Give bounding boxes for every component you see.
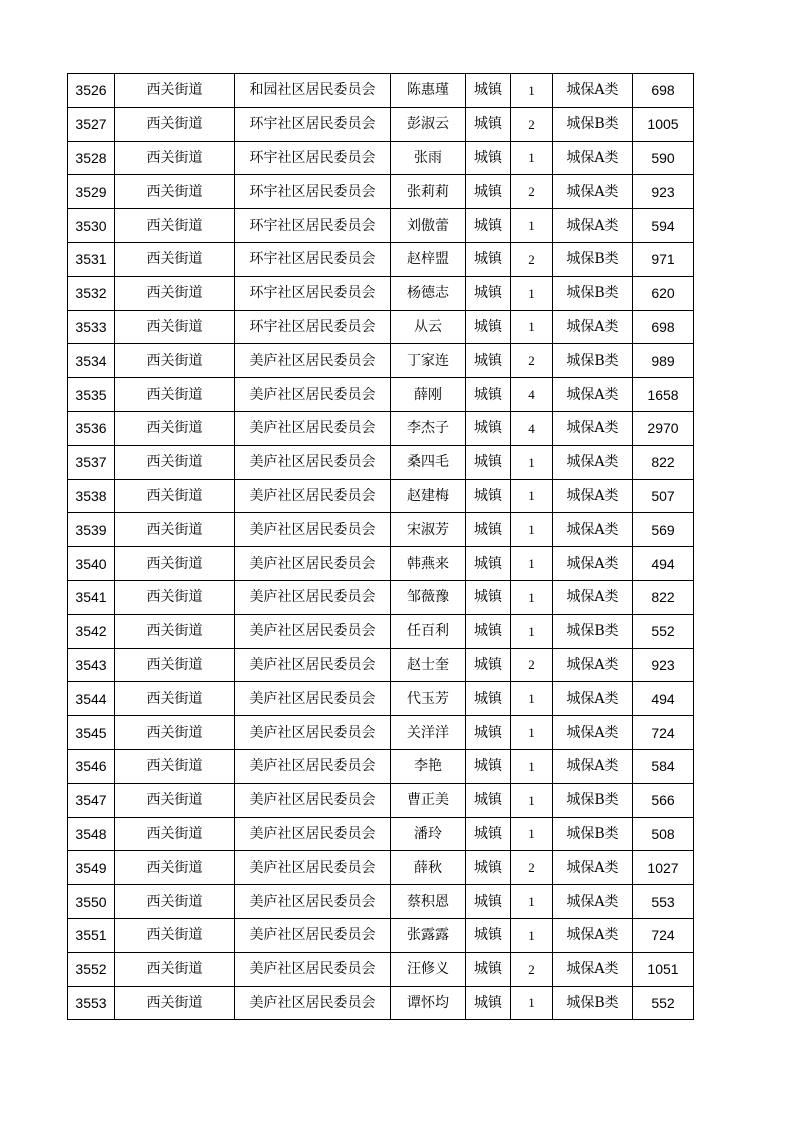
street-cell: 西关街道: [115, 209, 235, 243]
household-count-cell: 1: [511, 580, 553, 614]
street-cell: 西关街道: [115, 817, 235, 851]
street-cell: 西关街道: [115, 344, 235, 378]
insurance-type-cell: 城保A类: [553, 141, 633, 175]
name-cell: 代玉芳: [391, 682, 466, 716]
area-cell: 城镇: [466, 276, 511, 310]
household-count-cell: 1: [511, 479, 553, 513]
table-row: [68, 310, 694, 344]
insurance-type-cell: 城保A类: [553, 209, 633, 243]
area-cell: 城镇: [466, 107, 511, 141]
row-id-cell: 3528: [68, 141, 115, 175]
amount-cell: 1027: [633, 851, 694, 885]
row-id-cell: 3532: [68, 276, 115, 310]
community-cell: 环宇社区居民委员会: [235, 209, 391, 243]
row-id-cell: 3548: [68, 817, 115, 851]
household-count-cell: 1: [511, 141, 553, 175]
amount-cell: 822: [633, 445, 694, 479]
row-id-cell: 3535: [68, 378, 115, 412]
household-count-cell: 1: [511, 445, 553, 479]
row-id-cell: 3529: [68, 175, 115, 209]
row-id-cell: 3552: [68, 952, 115, 986]
household-count-cell: 2: [511, 648, 553, 682]
table-row: [68, 817, 694, 851]
community-cell: 美庐社区居民委员会: [235, 513, 391, 547]
name-cell: 赵士奎: [391, 648, 466, 682]
amount-cell: 552: [633, 614, 694, 648]
household-count-cell: 1: [511, 209, 553, 243]
amount-cell: 724: [633, 716, 694, 750]
community-cell: 环宇社区居民委员会: [235, 175, 391, 209]
name-cell: 桑四毛: [391, 445, 466, 479]
row-id-cell: 3551: [68, 918, 115, 952]
row-id-cell: 3539: [68, 513, 115, 547]
area-cell: 城镇: [466, 411, 511, 445]
community-cell: 美庐社区居民委员会: [235, 986, 391, 1020]
street-cell: 西关街道: [115, 918, 235, 952]
amount-cell: 552: [633, 986, 694, 1020]
table-row: [68, 411, 694, 445]
area-cell: 城镇: [466, 885, 511, 919]
area-cell: 城镇: [466, 141, 511, 175]
area-cell: 城镇: [466, 682, 511, 716]
table-row: [68, 445, 694, 479]
street-cell: 西关街道: [115, 479, 235, 513]
table-row: [68, 276, 694, 310]
amount-cell: 494: [633, 547, 694, 581]
table-row: [68, 175, 694, 209]
name-cell: 赵建梅: [391, 479, 466, 513]
street-cell: 西关街道: [115, 310, 235, 344]
community-cell: 美庐社区居民委员会: [235, 749, 391, 783]
amount-cell: 2970: [633, 411, 694, 445]
amount-cell: 590: [633, 141, 694, 175]
table-row: [68, 682, 694, 716]
area-cell: 城镇: [466, 242, 511, 276]
amount-cell: 584: [633, 749, 694, 783]
community-cell: 美庐社区居民委员会: [235, 580, 391, 614]
amount-cell: 566: [633, 783, 694, 817]
household-count-cell: 1: [511, 918, 553, 952]
row-id-cell: 3533: [68, 310, 115, 344]
insurance-type-cell: 城保A类: [553, 749, 633, 783]
table-row: [68, 986, 694, 1020]
table-row: [68, 918, 694, 952]
table-row: [68, 479, 694, 513]
insurance-type-cell: 城保B类: [553, 107, 633, 141]
area-cell: 城镇: [466, 749, 511, 783]
insurance-type-cell: 城保A类: [553, 952, 633, 986]
area-cell: 城镇: [466, 580, 511, 614]
household-count-cell: 1: [511, 817, 553, 851]
table-row: [68, 547, 694, 581]
row-id-cell: 3549: [68, 851, 115, 885]
community-cell: 环宇社区居民委员会: [235, 276, 391, 310]
name-cell: 谭怀均: [391, 986, 466, 1020]
amount-cell: 698: [633, 74, 694, 108]
table-row: [68, 851, 694, 885]
area-cell: 城镇: [466, 716, 511, 750]
table-row: [68, 107, 694, 141]
insurance-type-cell: 城保B类: [553, 817, 633, 851]
street-cell: 西关街道: [115, 648, 235, 682]
amount-cell: 494: [633, 682, 694, 716]
name-cell: 杨德志: [391, 276, 466, 310]
insurance-type-cell: 城保A类: [553, 885, 633, 919]
area-cell: 城镇: [466, 986, 511, 1020]
name-cell: 李杰子: [391, 411, 466, 445]
household-count-cell: 1: [511, 986, 553, 1020]
amount-cell: 989: [633, 344, 694, 378]
row-id-cell: 3527: [68, 107, 115, 141]
row-id-cell: 3538: [68, 479, 115, 513]
area-cell: 城镇: [466, 952, 511, 986]
table-row: [68, 716, 694, 750]
community-cell: 美庐社区居民委员会: [235, 851, 391, 885]
table-row: [68, 783, 694, 817]
name-cell: 宋淑芳: [391, 513, 466, 547]
row-id-cell: 3534: [68, 344, 115, 378]
name-cell: 潘玲: [391, 817, 466, 851]
street-cell: 西关街道: [115, 952, 235, 986]
area-cell: 城镇: [466, 175, 511, 209]
amount-cell: 594: [633, 209, 694, 243]
table-row: [68, 74, 694, 108]
name-cell: 关洋洋: [391, 716, 466, 750]
community-cell: 环宇社区居民委员会: [235, 107, 391, 141]
area-cell: 城镇: [466, 918, 511, 952]
table-row: [68, 141, 694, 175]
insurance-type-cell: 城保A类: [553, 513, 633, 547]
community-cell: 美庐社区居民委员会: [235, 614, 391, 648]
community-cell: 美庐社区居民委员会: [235, 344, 391, 378]
row-id-cell: 3544: [68, 682, 115, 716]
area-cell: 城镇: [466, 851, 511, 885]
amount-cell: 508: [633, 817, 694, 851]
row-id-cell: 3541: [68, 580, 115, 614]
area-cell: 城镇: [466, 74, 511, 108]
street-cell: 西关街道: [115, 513, 235, 547]
household-count-cell: 1: [511, 276, 553, 310]
household-count-cell: 1: [511, 749, 553, 783]
insurance-type-cell: 城保B类: [553, 614, 633, 648]
insurance-type-cell: 城保B类: [553, 986, 633, 1020]
name-cell: 任百利: [391, 614, 466, 648]
amount-cell: 1005: [633, 107, 694, 141]
name-cell: 曹正美: [391, 783, 466, 817]
community-cell: 美庐社区居民委员会: [235, 479, 391, 513]
household-count-cell: 1: [511, 310, 553, 344]
insurance-type-cell: 城保A类: [553, 682, 633, 716]
community-cell: 美庐社区居民委员会: [235, 682, 391, 716]
insurance-type-cell: 城保A类: [553, 580, 633, 614]
table-row: [68, 648, 694, 682]
household-count-cell: 1: [511, 885, 553, 919]
insurance-type-cell: 城保A类: [553, 378, 633, 412]
community-cell: 环宇社区居民委员会: [235, 310, 391, 344]
row-id-cell: 3537: [68, 445, 115, 479]
community-cell: 美庐社区居民委员会: [235, 783, 391, 817]
table-row: [68, 242, 694, 276]
household-count-cell: 2: [511, 175, 553, 209]
street-cell: 西关街道: [115, 107, 235, 141]
table-row: [68, 344, 694, 378]
street-cell: 西关街道: [115, 276, 235, 310]
name-cell: 赵梓盟: [391, 242, 466, 276]
insurance-type-cell: 城保A类: [553, 445, 633, 479]
insurance-type-cell: 城保A类: [553, 918, 633, 952]
household-count-cell: 1: [511, 682, 553, 716]
amount-cell: 923: [633, 648, 694, 682]
community-cell: 美庐社区居民委员会: [235, 952, 391, 986]
area-cell: 城镇: [466, 445, 511, 479]
name-cell: 汪修义: [391, 952, 466, 986]
name-cell: 蔡积恩: [391, 885, 466, 919]
insurance-type-cell: 城保A类: [553, 479, 633, 513]
name-cell: 李艳: [391, 749, 466, 783]
household-count-cell: 1: [511, 74, 553, 108]
insurance-type-cell: 城保A类: [553, 175, 633, 209]
community-cell: 美庐社区居民委员会: [235, 378, 391, 412]
household-count-cell: 1: [511, 547, 553, 581]
table-row: [68, 614, 694, 648]
community-cell: 环宇社区居民委员会: [235, 242, 391, 276]
amount-cell: 507: [633, 479, 694, 513]
amount-cell: 1051: [633, 952, 694, 986]
insurance-type-cell: 城保A类: [553, 716, 633, 750]
amount-cell: 822: [633, 580, 694, 614]
row-id-cell: 3546: [68, 749, 115, 783]
household-count-cell: 4: [511, 411, 553, 445]
area-cell: 城镇: [466, 547, 511, 581]
table-row: [68, 749, 694, 783]
community-cell: 美庐社区居民委员会: [235, 445, 391, 479]
table-row: [68, 378, 694, 412]
household-count-cell: 1: [511, 614, 553, 648]
community-cell: 美庐社区居民委员会: [235, 885, 391, 919]
household-count-cell: 1: [511, 716, 553, 750]
community-cell: 环宇社区居民委员会: [235, 141, 391, 175]
table-row: [68, 209, 694, 243]
insurance-type-cell: 城保A类: [553, 74, 633, 108]
row-id-cell: 3540: [68, 547, 115, 581]
name-cell: 邹薇豫: [391, 580, 466, 614]
insurance-type-cell: 城保B类: [553, 344, 633, 378]
street-cell: 西关街道: [115, 378, 235, 412]
household-count-cell: 1: [511, 783, 553, 817]
street-cell: 西关街道: [115, 851, 235, 885]
area-cell: 城镇: [466, 209, 511, 243]
household-count-cell: 1: [511, 513, 553, 547]
area-cell: 城镇: [466, 817, 511, 851]
community-cell: 美庐社区居民委员会: [235, 648, 391, 682]
household-count-cell: 2: [511, 242, 553, 276]
name-cell: 薛秋: [391, 851, 466, 885]
row-id-cell: 3550: [68, 885, 115, 919]
amount-cell: 569: [633, 513, 694, 547]
street-cell: 西关街道: [115, 411, 235, 445]
household-count-cell: 2: [511, 952, 553, 986]
amount-cell: 553: [633, 885, 694, 919]
insurance-type-cell: 城保A类: [553, 547, 633, 581]
community-cell: 美庐社区居民委员会: [235, 716, 391, 750]
street-cell: 西关街道: [115, 445, 235, 479]
amount-cell: 1658: [633, 378, 694, 412]
street-cell: 西关街道: [115, 175, 235, 209]
row-id-cell: 3553: [68, 986, 115, 1020]
insurance-type-cell: 城保A类: [553, 851, 633, 885]
street-cell: 西关街道: [115, 682, 235, 716]
row-id-cell: 3545: [68, 716, 115, 750]
table-row: [68, 885, 694, 919]
community-cell: 美庐社区居民委员会: [235, 918, 391, 952]
street-cell: 西关街道: [115, 74, 235, 108]
name-cell: 从云: [391, 310, 466, 344]
household-count-cell: 2: [511, 107, 553, 141]
street-cell: 西关街道: [115, 749, 235, 783]
name-cell: 彭淑云: [391, 107, 466, 141]
community-cell: 美庐社区居民委员会: [235, 547, 391, 581]
amount-cell: 971: [633, 242, 694, 276]
area-cell: 城镇: [466, 783, 511, 817]
area-cell: 城镇: [466, 344, 511, 378]
amount-cell: 923: [633, 175, 694, 209]
street-cell: 西关街道: [115, 547, 235, 581]
name-cell: 韩燕来: [391, 547, 466, 581]
table-body: [68, 74, 694, 1020]
table-row: [68, 952, 694, 986]
insurance-type-cell: 城保B类: [553, 242, 633, 276]
insurance-type-cell: 城保A类: [553, 411, 633, 445]
row-id-cell: 3536: [68, 411, 115, 445]
row-id-cell: 3543: [68, 648, 115, 682]
row-id-cell: 3542: [68, 614, 115, 648]
name-cell: 张雨: [391, 141, 466, 175]
table-row: [68, 580, 694, 614]
area-cell: 城镇: [466, 648, 511, 682]
insurance-type-cell: 城保B类: [553, 276, 633, 310]
insurance-type-cell: 城保B类: [553, 783, 633, 817]
amount-cell: 698: [633, 310, 694, 344]
household-count-cell: 2: [511, 344, 553, 378]
name-cell: 丁家连: [391, 344, 466, 378]
area-cell: 城镇: [466, 614, 511, 648]
row-id-cell: 3547: [68, 783, 115, 817]
row-id-cell: 3530: [68, 209, 115, 243]
name-cell: 陈惠瑾: [391, 74, 466, 108]
area-cell: 城镇: [466, 310, 511, 344]
amount-cell: 724: [633, 918, 694, 952]
insurance-type-cell: 城保A类: [553, 310, 633, 344]
community-cell: 美庐社区居民委员会: [235, 817, 391, 851]
area-cell: 城镇: [466, 378, 511, 412]
name-cell: 刘傲蕾: [391, 209, 466, 243]
household-count-cell: 4: [511, 378, 553, 412]
street-cell: 西关街道: [115, 141, 235, 175]
name-cell: 薛刚: [391, 378, 466, 412]
table-row: [68, 513, 694, 547]
household-count-cell: 2: [511, 851, 553, 885]
street-cell: 西关街道: [115, 986, 235, 1020]
area-cell: 城镇: [466, 513, 511, 547]
street-cell: 西关街道: [115, 614, 235, 648]
street-cell: 西关街道: [115, 242, 235, 276]
row-id-cell: 3526: [68, 74, 115, 108]
name-cell: 张莉莉: [391, 175, 466, 209]
data-table: [67, 73, 694, 1020]
community-cell: 和园社区居民委员会: [235, 74, 391, 108]
insurance-type-cell: 城保A类: [553, 648, 633, 682]
street-cell: 西关街道: [115, 783, 235, 817]
street-cell: 西关街道: [115, 580, 235, 614]
amount-cell: 620: [633, 276, 694, 310]
name-cell: 张露露: [391, 918, 466, 952]
community-cell: 美庐社区居民委员会: [235, 411, 391, 445]
street-cell: 西关街道: [115, 716, 235, 750]
area-cell: 城镇: [466, 479, 511, 513]
row-id-cell: 3531: [68, 242, 115, 276]
street-cell: 西关街道: [115, 885, 235, 919]
